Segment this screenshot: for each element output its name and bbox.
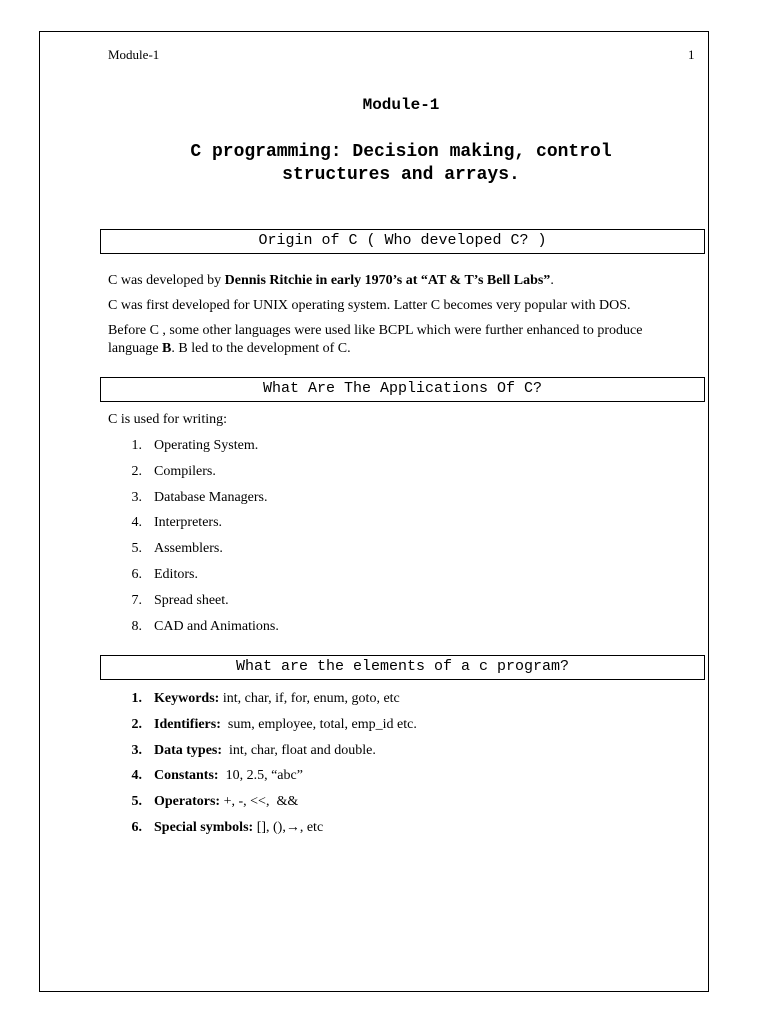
page-title bbox=[100, 141, 702, 187]
list-item-label: Operators: bbox=[154, 794, 221, 810]
list-item-number: 3. bbox=[131, 742, 142, 758]
list-item-text bbox=[154, 793, 298, 811]
list-item-text: Assemblers. bbox=[154, 541, 223, 557]
module-title: Module-1 bbox=[362, 96, 440, 114]
list-item-text: Operating System. bbox=[154, 438, 259, 453]
list-item-value: int, char, float and double. bbox=[222, 742, 376, 758]
paragraph-text: language bbox=[108, 341, 163, 356]
list-item-text bbox=[154, 742, 376, 760]
list-item-value: sum, employee, total, emp_id etc. bbox=[220, 716, 417, 732]
list-item-label: Keywords: bbox=[154, 691, 220, 706]
list-item-number: 1. bbox=[131, 691, 142, 706]
list-item-number: 4. bbox=[131, 515, 142, 531]
list-item-text bbox=[154, 690, 400, 708]
list-item-number: 2. bbox=[131, 463, 142, 479]
list-item-value: 10, 2.5, “abc” bbox=[218, 768, 303, 784]
applications-intro: C is used for writing: bbox=[108, 412, 227, 427]
list-item-label: Identifiers: bbox=[154, 716, 221, 732]
section-heading-elements: What are the elements of a c program? bbox=[100, 655, 705, 680]
list-item-number: 8. bbox=[131, 618, 142, 634]
list-item-label: Constants: bbox=[154, 768, 219, 784]
list-item-number: 5. bbox=[131, 541, 142, 557]
page-number: 1 bbox=[688, 47, 695, 62]
section-heading-applications: What Are The Applications Of C? bbox=[100, 377, 705, 402]
paragraph-bold-text: Dennis Ritchie in early 1970’s at “AT & T’s Bell Labs” bbox=[224, 273, 551, 288]
running-header: Module-1 bbox=[108, 47, 160, 62]
list-item-number: 2. bbox=[131, 716, 142, 732]
paragraph-line: Before C , some other languages were used like BCPL which were further enhanced to produce bbox=[108, 323, 643, 338]
paragraph-text: . B led to the development of C. bbox=[171, 341, 351, 356]
paragraph-line bbox=[108, 340, 708, 358]
paragraph-unix: C was first developed for UNIX operating system. Latter C becomes very popular with DOS. bbox=[108, 298, 631, 313]
paragraph-text: C was developed by bbox=[108, 273, 225, 288]
list-item-text: CAD and Animations. bbox=[154, 618, 279, 634]
list-item-text: Spread sheet. bbox=[154, 592, 229, 608]
list-item-text: Editors. bbox=[154, 567, 198, 582]
list-item-number: 3. bbox=[131, 489, 142, 505]
list-item-value: [], (),→, etc bbox=[253, 820, 324, 835]
list-item-text bbox=[154, 716, 417, 734]
list-item-number: 6. bbox=[131, 820, 142, 835]
list-item-text bbox=[154, 767, 303, 785]
list-item-number: 4. bbox=[131, 768, 142, 784]
list-item-number: 1. bbox=[131, 438, 142, 453]
list-item-number: 5. bbox=[131, 794, 142, 810]
page-title-line-2: structures and arrays. bbox=[282, 165, 520, 185]
list-item-label: Data types: bbox=[154, 742, 223, 758]
list-item-value: +, -, <<, && bbox=[220, 794, 299, 810]
list-item-number: 6. bbox=[131, 567, 142, 582]
list-item-text: Database Managers. bbox=[154, 489, 268, 505]
list-item-text: Compilers. bbox=[154, 463, 216, 479]
list-item-label: Special symbols: bbox=[154, 820, 254, 835]
section-heading-origin: Origin of C ( Who developed C? ) bbox=[100, 229, 705, 254]
paragraph-bold-text: B bbox=[162, 341, 172, 356]
paragraph-text: . bbox=[550, 273, 554, 288]
list-item-text: Interpreters. bbox=[154, 515, 223, 531]
paragraph-developer bbox=[108, 272, 708, 290]
list-item-value: int, char, if, for, enum, goto, etc bbox=[219, 691, 400, 706]
list-item-text bbox=[154, 819, 323, 837]
page-title-line-1: C programming: Decision making, control bbox=[190, 142, 612, 162]
list-item-number: 7. bbox=[131, 592, 142, 608]
paragraph-bcpl bbox=[108, 322, 708, 358]
